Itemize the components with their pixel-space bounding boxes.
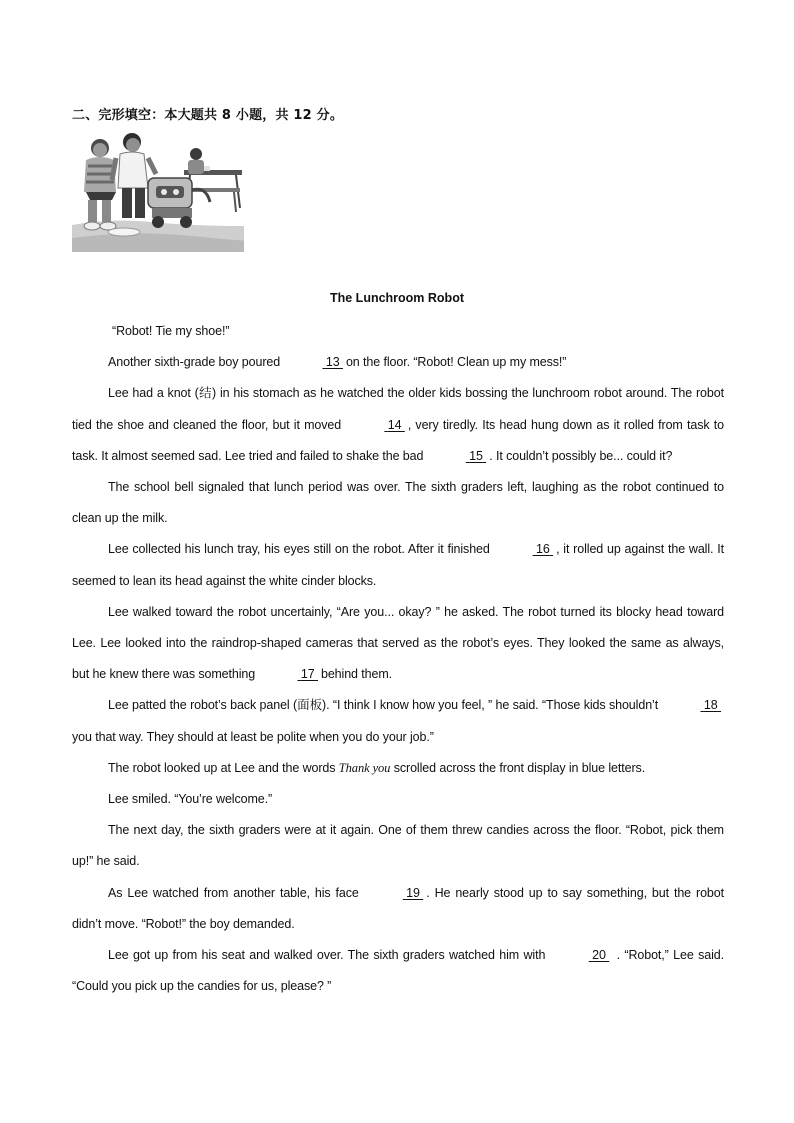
paragraph-3: Lee had a knot (结) in his stomach as he watched the older kids bossing the lunchroom robot around. The robot tied the shoe and cleaned the floor, but it moved 14 , very tiredly. Its head hung down as it rolled from task to task. It almost seemed sad. Lee tried and failed to shake the bad 15 . It couldn’t possibly be... could it?	[72, 378, 724, 472]
blank-13: 13	[325, 355, 340, 370]
paragraph-7: Lee patted the robot’s back panel (面板). “I think I know how you feel, ” he said. “Those kids shouldn’t 18 you that way. They should at least be polite when you do your job.”	[72, 690, 724, 752]
thank-you-emphasis: Thank you	[338, 760, 391, 775]
passage-title: The Lunchroom Robot	[329, 291, 464, 305]
blank-15: 15	[469, 448, 483, 463]
section-heading: 二、完形填空：本大题共 8 小题，共 12 分。	[72, 108, 344, 123]
paragraph-1: “Robot! Tie my shoe!”	[112, 324, 230, 338]
blank-20: 20	[592, 948, 606, 963]
paragraph-10: The next day, the sixth graders were at it again. One of them threw candies across the floor. “Robot, pick them up!” he said.	[72, 823, 724, 869]
paragraph-5: Lee collected his lunch tray, his eyes still on the robot. After it finished 16 , it rolled up against the wall. It seemed to lean its head against the white cinder blocks.	[72, 534, 724, 596]
blank-16: 16	[535, 542, 550, 557]
paragraph-4: The school bell signaled that lunch period was over. The sixth graders left, laughing as the robot continued to clean up the milk.	[72, 480, 724, 526]
passage-body	[72, 316, 724, 1002]
paragraph-2: Another sixth-grade boy poured 13 on the floor. “Robot! Clean up my mess!”	[72, 347, 724, 378]
paragraph-9: Lee smiled. “You’re welcome.”	[108, 792, 273, 807]
paragraph-12: Lee got up from his seat and walked over. The sixth graders watched him with 20 . “Robot,” Lee said. “Could you pick up the candies for us, please? ”	[72, 940, 724, 1002]
blank-19: 19	[406, 885, 420, 900]
paragraph-11: As Lee watched from another table, his face 19 . He nearly stood up to say something, but the robot didn’t move. “Robot!” the boy demanded.	[72, 878, 724, 940]
paragraph-8: The robot looked up at Lee and the words Thank you scrolled across the front display in blue letters.	[108, 760, 646, 775]
blank-18: 18	[703, 698, 718, 713]
blank-17: 17	[300, 667, 315, 682]
blank-14: 14	[387, 417, 402, 432]
paragraph-6: Lee walked toward the robot uncertainly, “Are you... okay? ” he asked. The robot turned its blocky head toward Lee. Lee looked into the raindrop-shaped cameras that served as the robot’s eyes. They looked the same as always, but he knew there was something 17 behind them.	[72, 597, 724, 691]
illustration-kids-and-robot-image	[72, 130, 244, 252]
